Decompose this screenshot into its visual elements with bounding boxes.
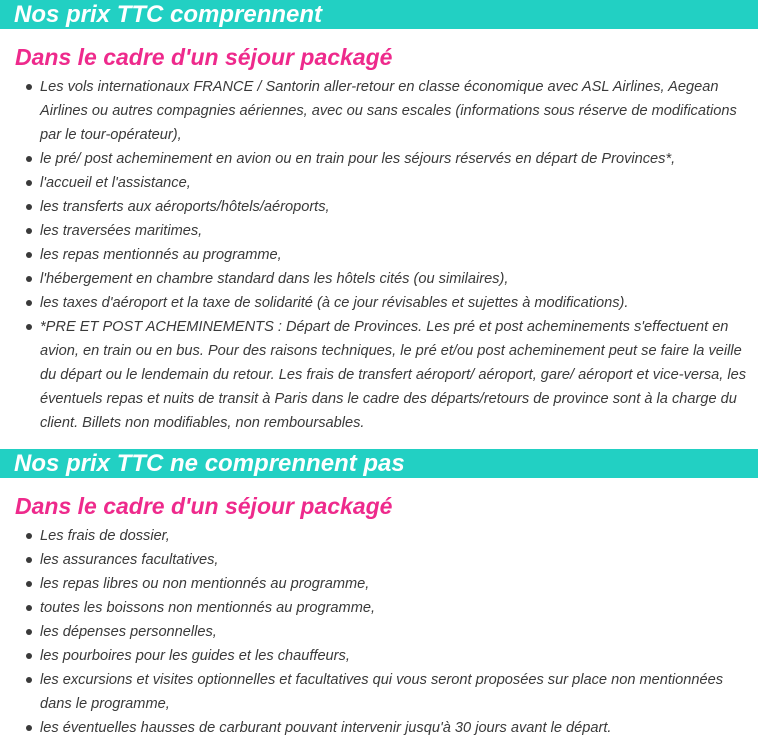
excluded-section bbox=[0, 449, 758, 740]
list-item: les assurances facultatives, bbox=[40, 548, 752, 572]
list-item: les transferts aux aéroports/hôtels/aéroports, bbox=[40, 195, 752, 219]
list-item: l'hébergement en chambre standard dans les hôtels cités (ou similaires), bbox=[40, 267, 752, 291]
list-item: les pourboires pour les guides et les chauffeurs, bbox=[40, 644, 752, 668]
list-item: les taxes d'aéroport et la taxe de solidarité (à ce jour révisables et sujettes à modifications). bbox=[40, 291, 752, 315]
excluded-subtitle: Dans le cadre d'un séjour packagé bbox=[15, 493, 393, 519]
list-item: les repas mentionnés au programme, bbox=[40, 243, 752, 267]
list-item: l'accueil et l'assistance, bbox=[40, 171, 752, 195]
list-item: Les frais de dossier, bbox=[40, 524, 752, 548]
list-item: *PRE ET POST ACHEMINEMENTS : Départ de Provinces. Les pré et post acheminements s'effectuent en avion, en train ou en bus. Pour des raisons techniques, le pré et/ou post acheminement peut se faire la veille du départ ou le lendemain du retour. Les frais de transfert aéroport/ aéroport, gare/ aéroport et vice-versa, les éventuels repas et nuits de transit à Paris dans le cadre des départs/retours de province sont à la charge du client. Billets non modifiables, non remboursables. bbox=[40, 315, 752, 435]
included-subtitle: Dans le cadre d'un séjour packagé bbox=[15, 44, 393, 70]
list-item: les éventuelles hausses de carburant pouvant intervenir jusqu'à 30 jours avant le départ. bbox=[40, 716, 752, 740]
list-item: Les vols internationaux FRANCE / Santorin aller-retour en classe économique avec ASL Airlines, Aegean Airlines ou autres compagnies aériennes, avec ou sans escales (informations sous réserve de modifications par le tour-opérateur), bbox=[40, 75, 752, 147]
excluded-title: Nos prix TTC ne comprennent pas bbox=[14, 450, 405, 477]
excluded-title-band bbox=[0, 449, 758, 478]
included-list bbox=[0, 75, 758, 435]
list-item: les excursions et visites optionnelles et facultatives qui vous seront proposées sur place non mentionnées dans le programme, bbox=[40, 668, 752, 716]
list-item: les traversées maritimes, bbox=[40, 219, 752, 243]
included-title: Nos prix TTC comprennent bbox=[14, 1, 323, 28]
list-item: toutes les boissons non mentionnés au programme, bbox=[40, 596, 752, 620]
list-item: les dépenses personnelles, bbox=[40, 620, 752, 644]
excluded-list bbox=[0, 524, 758, 740]
list-item: le pré/ post acheminement en avion ou en train pour les séjours réservés en départ de Provinces*, bbox=[40, 147, 752, 171]
included-title-band bbox=[0, 0, 758, 29]
list-item: les repas libres ou non mentionnés au programme, bbox=[40, 572, 752, 596]
